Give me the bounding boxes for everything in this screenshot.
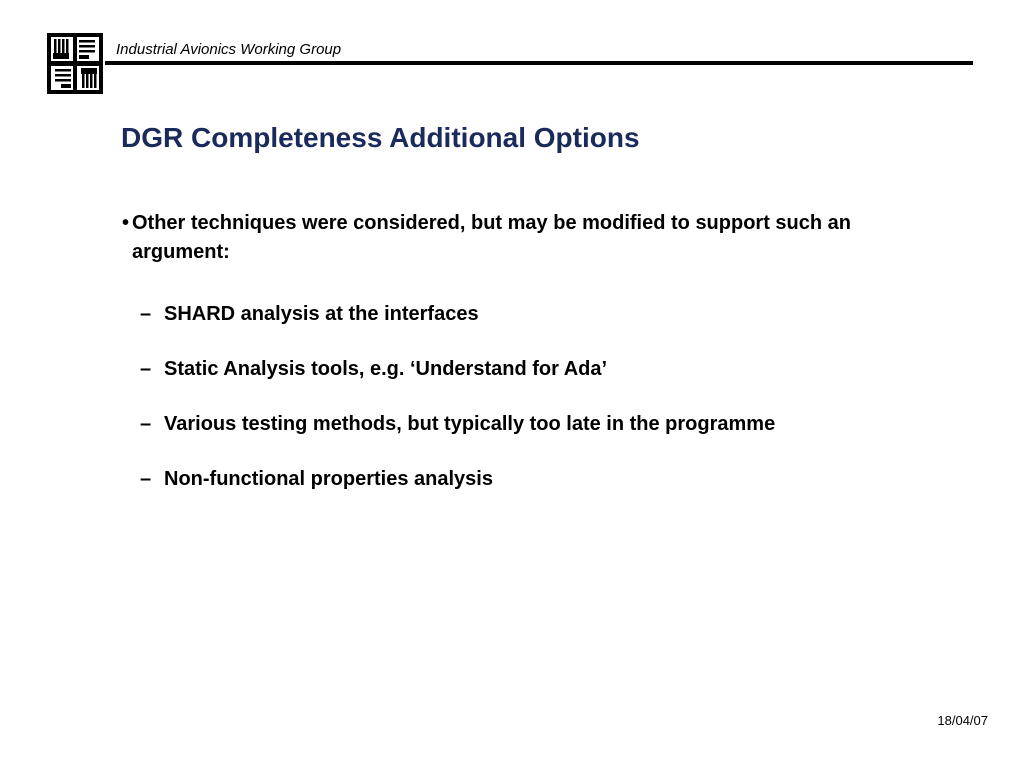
dash-marker: – <box>140 303 152 325</box>
sub-bullet-text: SHARD analysis at the interfaces <box>164 303 479 325</box>
organization-name: Industrial Avionics Working Group <box>116 41 342 58</box>
sub-bullet-text: Static Analysis tools, e.g. ‘Understand for Ada’ <box>164 358 608 380</box>
sub-bullet-list <box>140 300 775 520</box>
sub-bullet-text: Non-functional properties analysis <box>164 468 493 490</box>
sub-bullet-item <box>140 465 775 520</box>
header-divider <box>105 61 973 65</box>
sub-bullet-text: Various testing methods, but typically too late in the programme <box>164 413 776 435</box>
four-hands-logo-icon <box>47 33 103 94</box>
dash-marker: – <box>140 413 152 435</box>
sub-bullet-item <box>140 300 775 355</box>
dash-marker: – <box>140 468 152 490</box>
slide-date: 18/04/07 <box>937 713 988 728</box>
slide-title: DGR Completeness Additional Options <box>121 122 640 153</box>
dash-marker: – <box>140 358 152 380</box>
main-bullet-text: Other techniques were considered, but may be modified to support such an argument: <box>132 212 852 263</box>
bullet-marker: • <box>122 212 130 234</box>
sub-bullet-item <box>140 355 775 410</box>
sub-bullet-item <box>140 410 775 465</box>
main-bullet <box>122 209 882 267</box>
